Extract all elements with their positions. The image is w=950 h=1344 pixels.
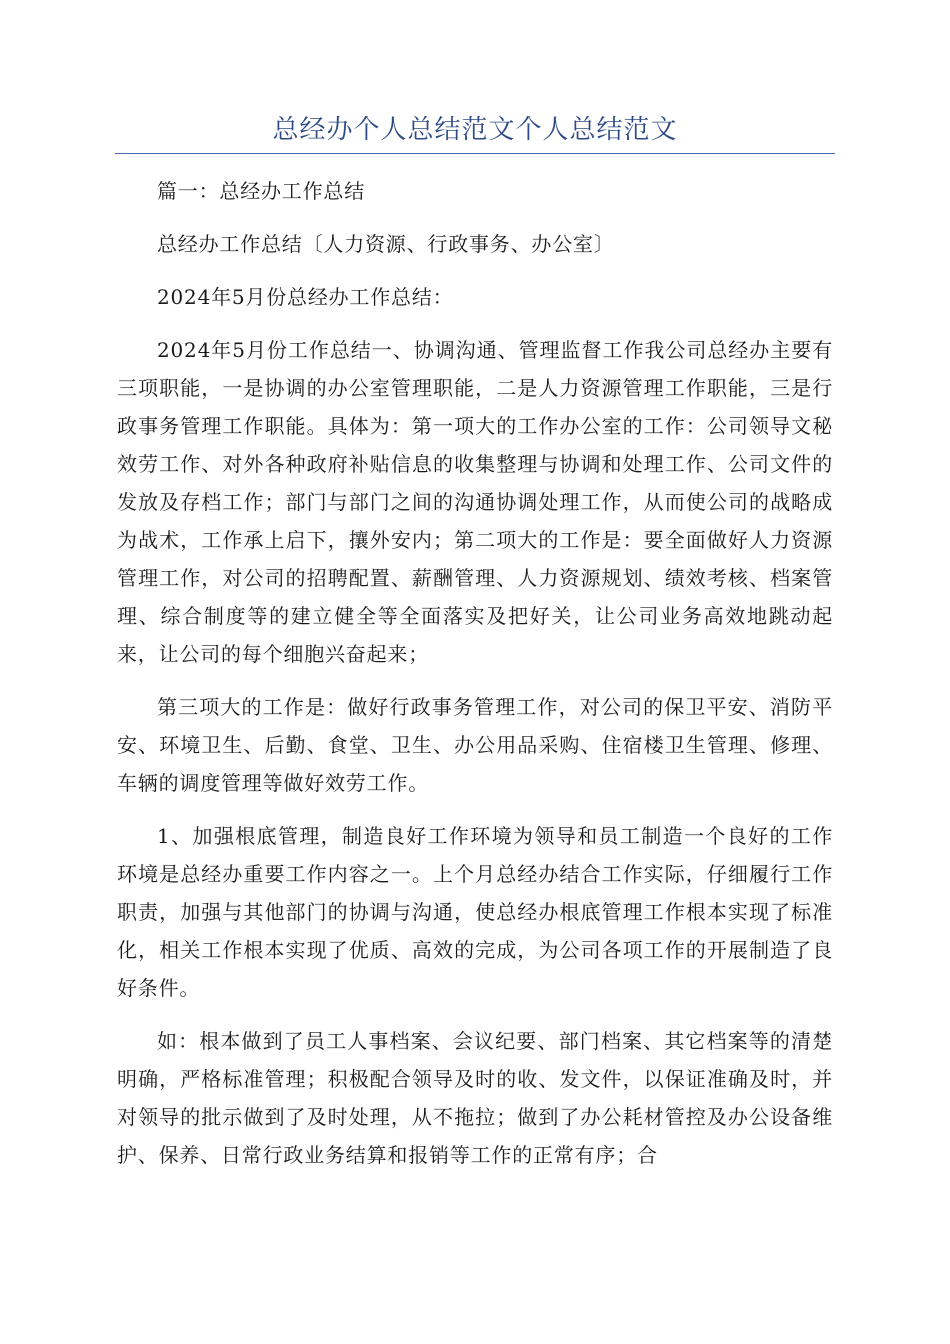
paragraph-body: 第三项大的工作是：做好行政事务管理工作，对公司的保卫平安、消防平安、环境卫生、后勤、食堂、卫生、办公用品采购、住宿楼卫生管理、修理、车辆的调度管理等做好效劳工作。 bbox=[117, 695, 833, 795]
document-body bbox=[117, 172, 833, 1189]
paragraph-report-heading: 2024年5月份总经办工作总结： bbox=[157, 285, 454, 309]
paragraph-body: 如：根本做到了员工人事档案、会议纪要、部门档案、其它档案等的清楚明确，严格标准管理；积极配合领导及时的收、发文件，以保证准确及时，并对领导的批示做到了及时处理，从不拖拉；做到了办公耗材管控及办公设备维护、保养、日常行政业务结算和报销等工作的正常有序；合 bbox=[117, 1029, 833, 1167]
document-title: 总经办个人总结范文个人总结范文 bbox=[272, 115, 678, 145]
paragraph-body: 1、加强根底管理，制造良好工作环境为领导和员工制造一个良好的工作环境是总经办重要工作内容之一。上个月总经办结合工作实际，仔细履行工作职责，加强与其他部门的协调与沟通，使总经办根底管理工作根本实现了标准化，相关工作根本实现了优质、高效的完成，为公司各项工作的开展制造了良好条件。 bbox=[117, 824, 833, 1000]
title-underline bbox=[115, 153, 835, 154]
paragraph-subtitle: 总经办工作总结〔人力资源、行政事务、办公室〕 bbox=[157, 232, 615, 256]
paragraph-section-heading: 篇一：总经办工作总结 bbox=[157, 179, 365, 203]
paragraph-body: 2024年5月份工作总结一、协调沟通、管理监督工作我公司总经办主要有三项职能，一是协调的办公室管理职能，二是人力资源管理工作职能，三是行政事务管理工作职能。具体为：第一项大的工作办公室的工作：公司领导文秘效劳工作、对外各种政府补贴信息的收集整理与协调和处理工作、公司文件的发放及存档工作；部门与部门之间的沟通协调处理工作，从而使公司的战略成为战术，工作承上启下，攘外安内；第二项大的工作是：要全面做好人力资源管理工作，对公司的招聘配置、薪酬管理、人力资源规划、绩效考核、档案管理、综合制度等的建立健全等全面落实及把好关，让公司业务高效地跳动起来，让公司的每个细胞兴奋起来； bbox=[117, 338, 833, 666]
